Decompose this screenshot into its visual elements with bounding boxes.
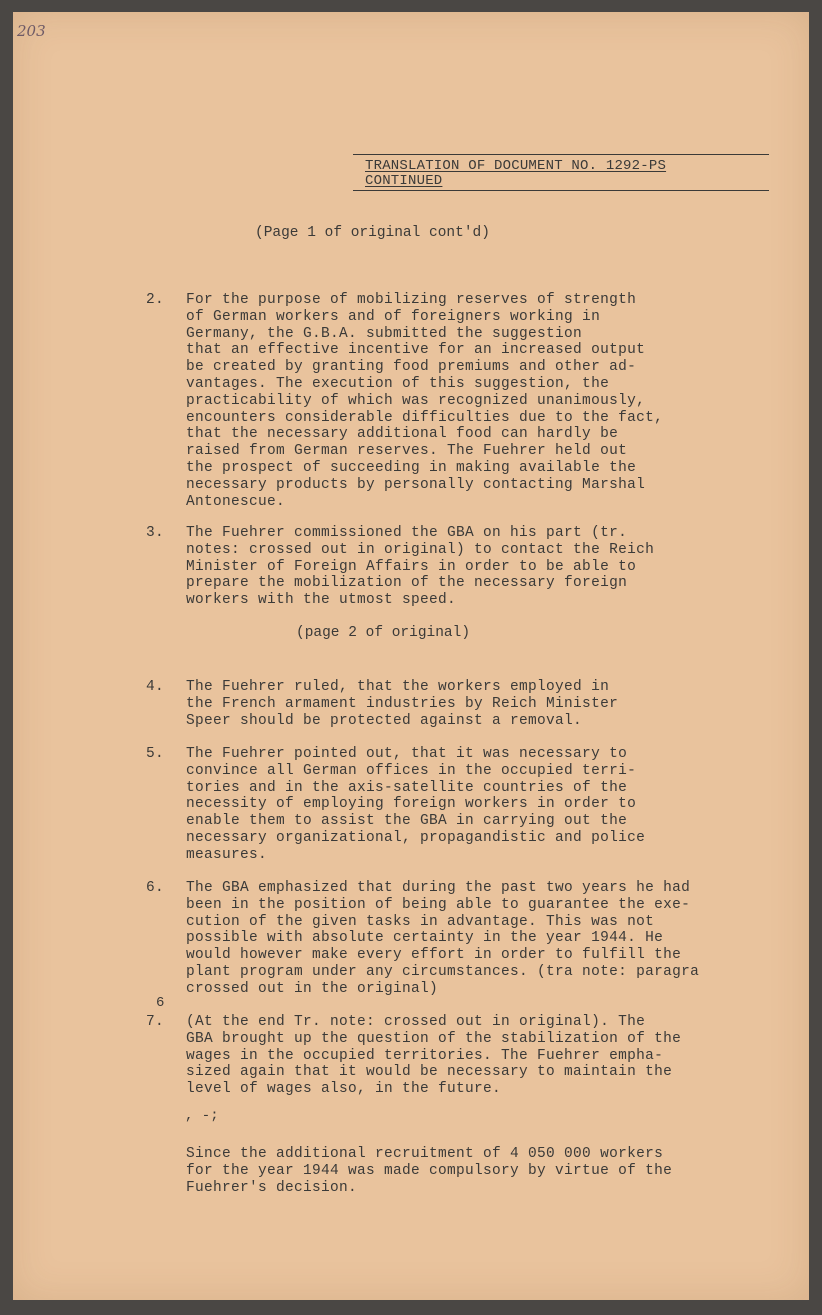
closing-paragraph: Since the additional recruitment of 4 050 000 workers for the year 1944 was made compulsory by virtue of the Fuehrer's decision.: [186, 1146, 673, 1196]
paragraph-number: 5.: [146, 746, 165, 762]
paragraph-number: 2.: [146, 292, 165, 308]
paragraph-number: 3.: [146, 525, 165, 541]
paragraph-text: The Fuehrer commissioned the GBA on his part (tr. notes: crossed out in original) to contact the Reich Minister of Foreign Affairs in order to be able to prepare the mobilization of the necessary foreign workers with the utmost speed.: [186, 525, 655, 609]
paragraph-text: The GBA emphasized that during the past two years he had been in the position of being able to guarantee the exe- cution of the given tasks in advantage. This was not possible with absolute certainty in the year 1944. He would however make every effort in order to fulfill the plant program under any circumstances. (tra note: paragra crossed out in the original): [186, 880, 700, 997]
paragraph-text: The Fuehrer pointed out, that it was necessary to convince all German offices in the occupied terri- tories and in the axis-satellite countries of the necessity of employing foreign workers in order to enable them to assist the GBA in carrying out the necessary organizational, propagandistic and police measures.: [186, 746, 646, 863]
paragraph-number: 4.: [146, 679, 165, 695]
page-note-original-1: (Page 1 of original cont'd): [255, 225, 490, 241]
paragraph-text: (At the end Tr. note: crossed out in original). The GBA brought up the question of the stabilization of the wages in the occupied territories. The Fuehrer empha- sized again that it would be necessary to maintain the level of wages also, in the future.: [186, 1014, 682, 1098]
document-page: [13, 12, 809, 1300]
header-subtitle: CONTINUED: [365, 173, 443, 189]
handwritten-page-number: 203: [17, 22, 46, 40]
handwritten-correction: 6: [156, 995, 165, 1011]
paragraph-number: 6.: [146, 880, 165, 896]
paragraph-text: The Fuehrer ruled, that the workers employed in the French armament industries by Reich Minister Speer should be protected against a removal.: [186, 679, 619, 729]
header-title: TRANSLATION OF DOCUMENT NO. 1292-PS: [365, 158, 667, 174]
document-header: [353, 154, 769, 191]
paragraph-number: 7.: [146, 1014, 165, 1030]
paragraph-text: For the purpose of mobilizing reserves of strength of German workers and of foreigners working in Germany, the G.B.A. submitted the suggestion that an effective incentive for an increased output be created by granting food premiums and other ad- vantages. The execution of this suggestion, the practicability of which was recognized unanimously, encounters considerable difficulties due to the fact, that the necessary additional food can hardly be raised from German reserves. The Fuehrer held out the prospect of succeeding in making available the necessary products by personally contacting Marshal Antonescue.: [186, 292, 664, 510]
page-note-original-2: (page 2 of original): [296, 625, 471, 641]
stray-mark: , -;: [185, 1108, 219, 1124]
